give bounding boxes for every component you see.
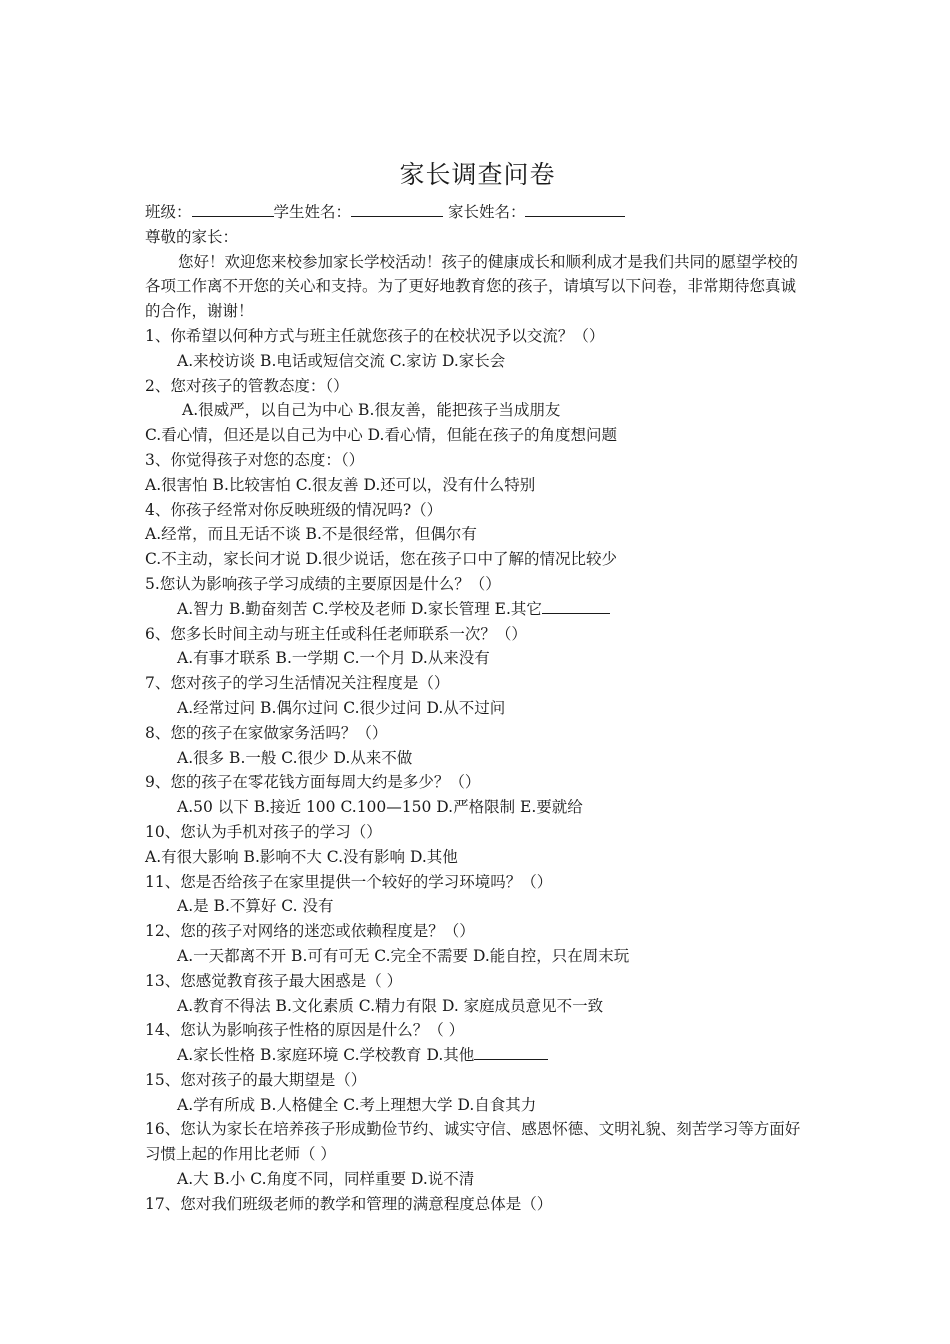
header-fields xyxy=(145,200,810,225)
question-3: 3、你觉得孩子对您的态度：（） xyxy=(145,450,365,469)
question-3-options: A.很害怕 B.比较害怕 C.很友善 D.还可以，没有什么特别 xyxy=(145,475,536,494)
question-1: 1、你希望以何种方式与班主任就您孩子的在校状况予以交流？（） xyxy=(145,326,605,345)
question-11: 11、您是否给孩子在家里提供一个较好的学习环境吗？（） xyxy=(145,872,553,891)
page-title: 家长调查问卷 xyxy=(399,160,556,189)
question-15-options: A.学有所成 B.人格健全 C.考上理想大学 D.自食其力 xyxy=(177,1095,537,1114)
question-4-options-a: A.经常，而且无话不谈 B.不是很经常，但偶尔有 xyxy=(145,525,477,544)
class-blank xyxy=(192,201,274,217)
question-14-options-text: A.家长性格 B.家庭环境 C.学校教育 D.其他 xyxy=(177,1046,475,1065)
question-1-options: A.来校访谈 B.电话或短信交流 C.家访 D.家长会 xyxy=(177,351,506,370)
document-page xyxy=(145,150,810,1217)
question-6-options: A.有事才联系 B.一学期 C.一个月 D.从来没有 xyxy=(177,649,490,668)
question-5-options-text: A.智力 B.勤奋刻苦 C.学校及老师 D.家长管理 E.其它 xyxy=(177,599,542,618)
question-16-options: A.大 B.小 C.角度不同，同样重要 D.说不清 xyxy=(177,1170,475,1189)
question-10: 10、您认为手机对孩子的学习（） xyxy=(145,822,382,841)
question-12-options: A.一天都离不开 B.可有可无 C.完全不需要 D.能自控，只在周末玩 xyxy=(177,946,630,965)
question-12: 12、您的孩子对网络的迷恋或依赖程度是？（） xyxy=(145,922,475,941)
parent-name-blank xyxy=(525,201,625,217)
question-13: 13、您感觉教育孩子最大困惑是（ ） xyxy=(145,971,403,990)
intro-paragraph: 您好！欢迎您来校参加家长学校活动！孩子的健康成长和顺利成才是我们共同的愿望学校的各项工作离不开您的关心和支持。为了更好地教育您的孩子，请填写以下问卷，非常期待您真诚的合作，谢谢！ xyxy=(145,252,799,321)
question-7-options: A.经常过问 B.偶尔过问 C.很少过问 D.从不过问 xyxy=(177,698,506,717)
question-8-options: A.很多 B.一般 C.很少 D.从来不做 xyxy=(177,748,413,767)
question-14-options xyxy=(145,1043,810,1068)
question-15: 15、您对孩子的最大期望是（） xyxy=(145,1070,367,1089)
question-16: 16、您认为家长在培养孩子形成勤俭节约、诚实守信、感恩怀德、文明礼貌、刻苦学习等方面好习惯上起的作用比老师（ ） xyxy=(145,1120,801,1164)
question-5-options xyxy=(145,597,810,622)
other-answer-blank xyxy=(474,1044,548,1060)
question-2: 2、您对孩子的管教态度：（） xyxy=(145,376,349,395)
question-13-options: A.教育不得法 B.文化素质 C.精力有限 D. 家庭成员意见不一致 xyxy=(177,996,604,1015)
parent-name-label: 家长姓名： xyxy=(447,203,526,221)
question-4-options-b: C.不主动，家长问才说 D.很少说话，您在孩子口中了解的情况比较少 xyxy=(145,550,617,569)
question-5: 5.您认为影响孩子学习成绩的主要原因是什么？（） xyxy=(145,574,501,593)
question-9-options: A.50 以下 B.接近 100 C.100—150 D.严格限制 E.要就给 xyxy=(177,798,583,817)
question-8: 8、您的孩子在家做家务活吗？（） xyxy=(145,723,388,742)
question-7: 7、您对孩子的学习生活情况关注程度是（） xyxy=(145,674,450,693)
question-2-options-b: C.看心情，但还是以自己为中心 D.看心情，但能在孩子的角度想问题 xyxy=(145,426,617,445)
student-name-blank xyxy=(351,201,443,217)
question-4: 4、你孩子经常对你反映班级的情况吗?（） xyxy=(145,500,443,519)
student-name-label: 学生姓名： xyxy=(273,203,352,221)
question-10-options: A.有很大影响 B.影响不大 C.没有影响 D.其他 xyxy=(145,847,458,866)
question-11-options: A.是 B.不算好 C. 没有 xyxy=(177,897,334,916)
greeting: 尊敬的家长： xyxy=(145,227,239,246)
class-label: 班级： xyxy=(145,203,192,221)
question-17: 17、您对我们班级老师的教学和管理的满意程度总体是（） xyxy=(145,1194,553,1213)
question-14: 14、您认为影响孩子性格的原因是什么？（ ） xyxy=(145,1021,465,1040)
other-answer-blank xyxy=(542,598,610,614)
question-6: 6、您多长时间主动与班主任或科任老师联系一次？（） xyxy=(145,624,527,643)
question-9: 9、您的孩子在零花钱方面每周大约是多少？（） xyxy=(145,773,481,792)
question-2-options-a: A.很威严，以自己为中心 B.很友善，能把孩子当成朋友 xyxy=(182,401,561,420)
